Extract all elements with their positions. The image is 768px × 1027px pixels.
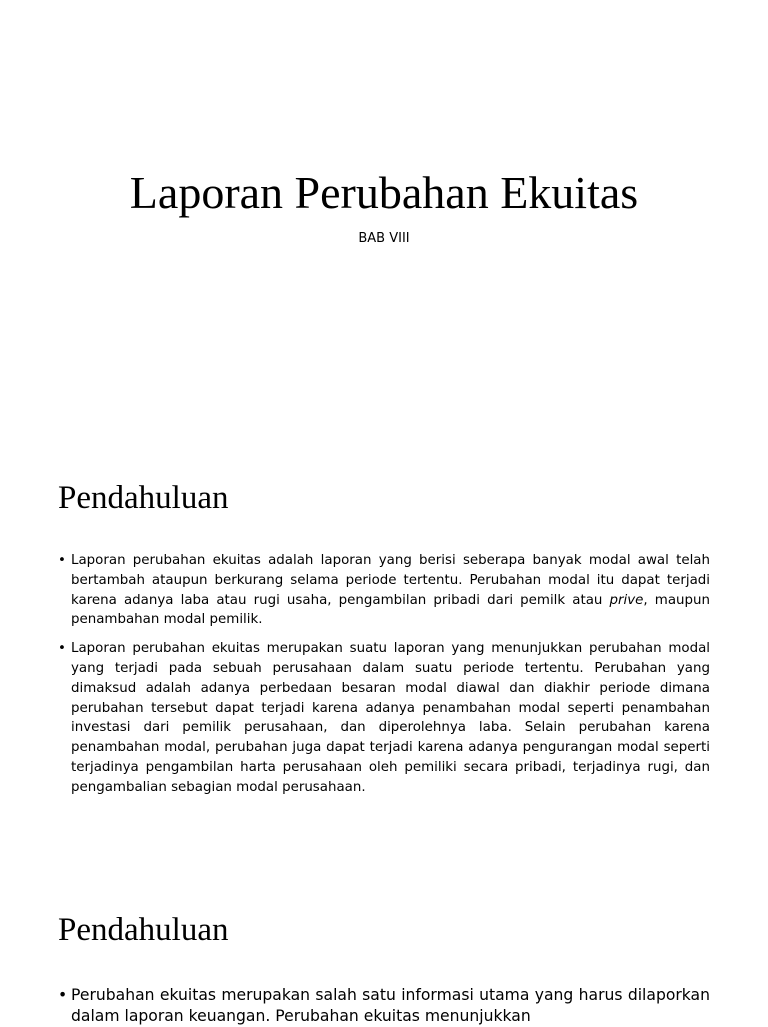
bullet-icon: •: [58, 986, 68, 1004]
bullet-icon: •: [58, 553, 66, 568]
presentation-title: Laporan Perubahan Ekuitas: [129, 167, 639, 218]
bullet-text-continued: , maupun penambahan modal pemilik.: [71, 592, 710, 628]
bullet-list: [58, 985, 710, 1027]
list-item: [58, 639, 710, 797]
bullet-text: Laporan perubahan ekuitas merupakan suatu laporan yang menunjukkan perubahan modal yang terjadi pada sebuah perusahaan dalam suatu periode tertentu. Perubahan yang dimaksud adalah adanya perbedaan besaran modal diawal dan diakhir periode dimana perubahan tersebut dapat terjadi karena adanya penambahan modal seperti penambahan investasi dari pemilik perusahaan, dan diperolehnya laba. Selain perubahan karena penambahan modal, perubahan juga dapat terjadi karena adanya pengurangan modal seperti terjadinya pengambilan harta perusahaan oleh pemiliki secara pribadi, terjadinya rugi, dan pengambalian sebagian modal perusahaan.: [71, 641, 710, 795]
list-item: [58, 551, 710, 630]
bullet-text: Laporan perubahan ekuitas adalah laporan yang berisi seberapa banyak modal awal telah bertambah ataupun berkurang selama periode tertentu. Perubahan modal itu dapat terjadi karena adanya laba atau rugi usaha, pengambilan pribadi dari pemilk atau: [71, 553, 710, 608]
bullet-list: [58, 551, 710, 807]
presentation-subtitle: BAB VIII: [358, 231, 410, 246]
section-heading: Pendahuluan: [58, 480, 229, 516]
bullet-text: Perubahan ekuitas merupakan salah satu informasi utama yang harus dilaporkan dalam laporan keuangan. Perubahan ekuitas menunjukkan: [71, 986, 710, 1025]
section-heading: Pendahuluan: [58, 912, 229, 948]
title-slide: [0, 0, 768, 432]
bullet-italic-term: prive: [609, 592, 644, 608]
list-item: [58, 985, 710, 1027]
bullet-icon: •: [58, 641, 66, 657]
